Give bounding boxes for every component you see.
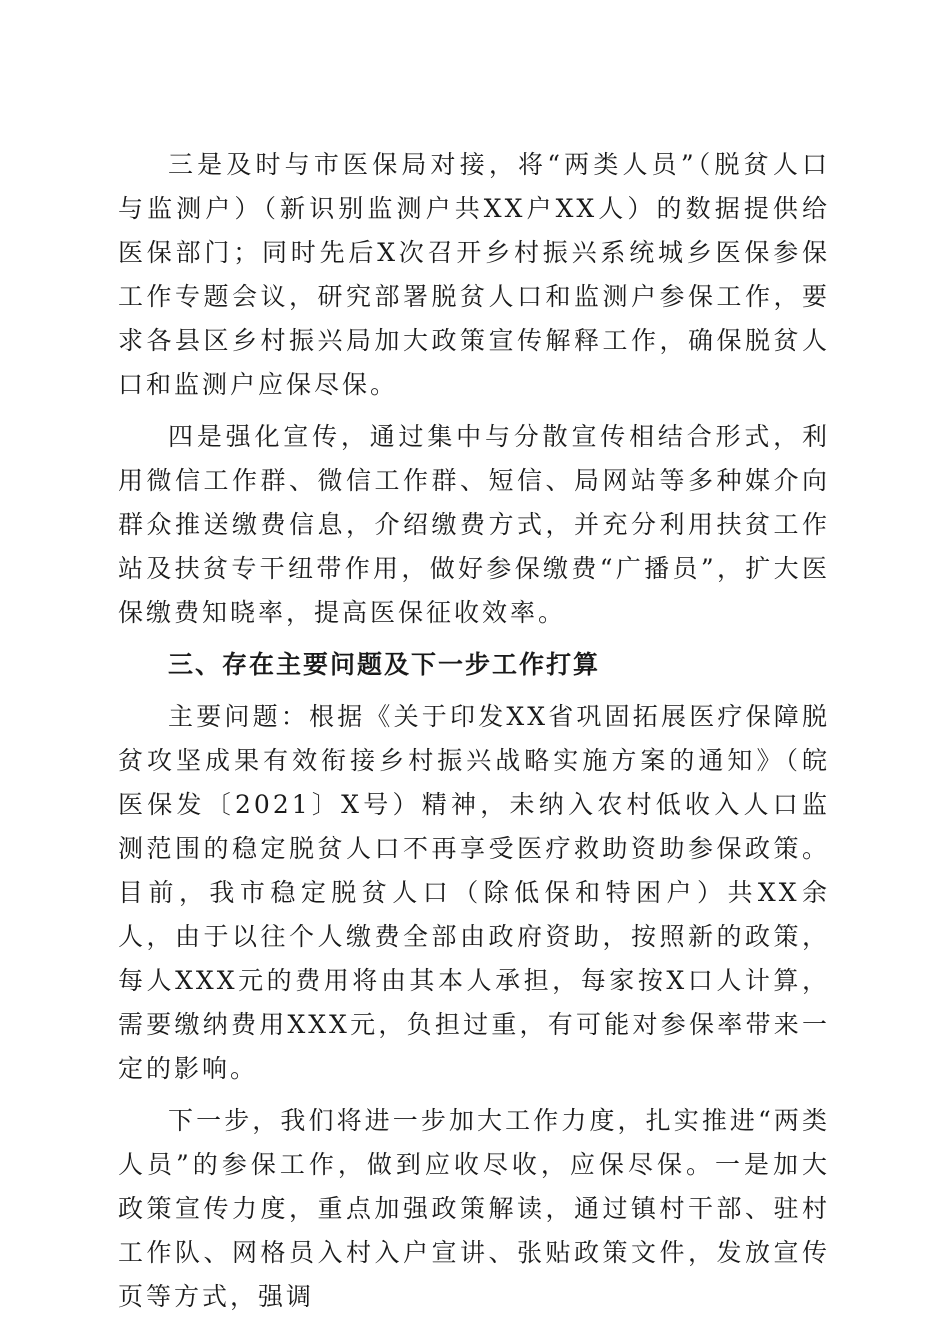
paragraph-publicity: 四是强化宣传，通过集中与分散宣传相结合形式，利用微信工作群、微信工作群、短信、局网站等多种媒介向群众推送缴费信息，介绍缴费方式，并充分利用扶贫工作站及扶贫专干纽带作用，做好参保缴费“广播员”，扩大医保缴费知晓率，提高医保征收效率。 (118, 422, 830, 627)
paragraph-main-problems: 主要问题：根据《关于印发XX省巩固拓展医疗保障脱贫攻坚成果有效衔接乡村振兴战略实施方案的通知》（皖医保发〔2021〕X号）精神，未纳入农村低收入人口监测范围的稳定脱贫人口不再享受医疗救助资助参保政策。目前，我市稳定脱贫人口（除低保和特困户）共XX余人，由于以往个人缴费全部由政府资助，按照新的政策，每人XXX元的费用将由其本人承担，每家按X口人计算，需要缴纳费用XXX元，负担过重，有可能对参保率带来一定的影响。 (118, 702, 830, 1083)
document-body (118, 143, 830, 1327)
section-heading: 三、存在主要问题及下一步工作打算 (168, 650, 601, 679)
paragraph-medical-insurance-coordination: 三是及时与市医保局对接，将“两类人员”（脱贫人口与监测户）（新识别监测户共XX户XX人）的数据提供给医保部门；同时先后X次召开乡村振兴系统城乡医保参保工作专题会议，研究部署脱贫人口和监测户参保工作，要求各县区乡村振兴局加大政策宣传解释工作，确保脱贫人口和监测户应保尽保。 (118, 150, 830, 399)
paragraph-next-steps: 下一步，我们将进一步加大工作力度，扎实推进“两类人员”的参保工作，做到应收尽收，应保尽保。一是加大政策宣传力度，重点加强政策解读，通过镇村干部、驻村工作队、网格员入村入户宣讲、张贴政策文件，发放宣传页等方式，强调 (118, 1106, 830, 1311)
